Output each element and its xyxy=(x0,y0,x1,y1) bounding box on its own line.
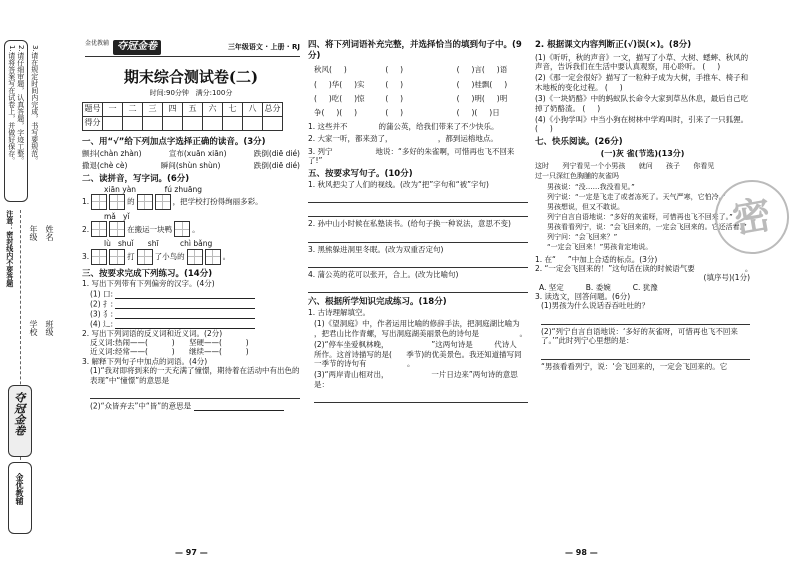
passage-line: 男孩想说，但又不敢说。 xyxy=(547,202,624,211)
q4-cell[interactable]: ( )桂飘( ) xyxy=(456,79,508,89)
q4-cell[interactable]: ( ) xyxy=(385,65,404,75)
option-a[interactable]: A. 坚定 xyxy=(539,282,564,292)
q7-options xyxy=(539,283,750,292)
instruction-1: 1.请将答案写在试卷上，并做好保存。 xyxy=(7,45,16,164)
tianzi-box[interactable] xyxy=(91,249,107,265)
q7-s1: 1. 在“ ”中加上合适的标点。(3分) xyxy=(535,254,658,264)
score-row-label: 得分 xyxy=(83,116,103,130)
side-publisher-text: 金优教辅 xyxy=(15,473,24,505)
exam-score: 满分:100分 xyxy=(195,88,233,97)
q4-title: 四、将下列词语补充完整，并选择恰当的填到句子中。(9分) xyxy=(308,40,522,61)
tianzi-box[interactable] xyxy=(91,194,107,210)
score-header-cell: 一 xyxy=(103,102,123,116)
q6-s1-b[interactable]: (2)“停车坐爱枫林晚， ”这两句诗是 代诗人 所作。这首诗描写的是( 季节)的优美景色。我还知道描写同一季节的诗句有 。 xyxy=(314,340,543,368)
passage-line: 列宁说：“一定是飞走了或者冻死了。天气严寒，它怕冷。” xyxy=(547,192,726,201)
q3-s2-synonyms[interactable]: 近义词:经常——( ) 继续——( ) xyxy=(90,347,249,357)
q5-s1: 1. 秋风把尖了人们的视线。(改为“把”字句和“被”字句) xyxy=(308,179,489,189)
q3-s2: 2. 写出下列词语的反义词和近义词。(2分) xyxy=(82,328,223,338)
q5-s2: 2. 孙中山小时候在私塾读书。(给句子换一种说法，意思不变) xyxy=(308,219,511,229)
q3-s1: 1. 写出下列带有下列偏旁的汉字。(4分) xyxy=(82,279,215,289)
instruction-2: 2.请仔细审题，认真答题，字迹工整。 xyxy=(16,45,25,164)
page-number-right: — 98 — xyxy=(565,548,598,557)
q2-line-1 xyxy=(82,194,300,210)
passage-line: 列宁自言自语地说：“多好的灰雀呀，可惜再也飞不回来了。” xyxy=(547,212,733,221)
q3-s1-item: (3) 犭: xyxy=(90,309,300,319)
q6-s1-a[interactable]: (1)《望洞庭》中，作者运用比喻的修辞手法，把洞庭湖比喻为 ，把君山比作青螺，写出洞庭湖美丽景色的诗句是 。 xyxy=(314,319,565,338)
q5-s3: 3. 黑熊躲进洞里冬眠。(改为双重否定句) xyxy=(308,244,444,254)
score-table-row xyxy=(83,116,283,130)
answer-line[interactable] xyxy=(90,387,300,399)
q4-grid xyxy=(314,65,528,118)
q2-title: 二、读拼音，写字词。(6分) xyxy=(82,173,190,184)
judge-item: (1)《听听，秋的声音》一文，描写了小草、大树、蟋蟀、秋风的声音，告诉我们在生活中要认真观察，用心聆听。 ( ) xyxy=(535,52,749,71)
passage-line: 男孩说：“没……我没看见。” xyxy=(547,182,635,191)
q4-cell[interactable]: ( )华( )实 xyxy=(314,79,365,89)
q7-title: 七、快乐阅读。(26分) xyxy=(535,136,623,147)
q1-item[interactable]: 跌倒(diē dié) xyxy=(253,160,300,170)
q1-row-1 xyxy=(82,149,300,158)
q5-s4: 4. 蒲公英的花可以张开，合上。(改为比喻句) xyxy=(308,270,459,279)
answer-line[interactable] xyxy=(308,256,528,268)
q4-cell[interactable]: ( ) xyxy=(385,108,404,118)
q3-s3-b: (2)“众皆弃去”中“皆”的意思是 xyxy=(90,401,300,411)
score-cell[interactable] xyxy=(103,116,123,130)
q7-s3-b: (2)“列宁自言自语地说：‘多好的灰雀呀，可惜再也飞不回来了。’”此时列宁心里想的是： xyxy=(541,326,738,346)
q7-s3: 3. 读选文，回答问题。(6分) xyxy=(535,292,631,302)
q1-item[interactable]: 跌倒(diē dié) xyxy=(253,149,300,159)
answer-line[interactable] xyxy=(115,309,255,319)
answer-line[interactable] xyxy=(115,319,255,329)
score-cell[interactable] xyxy=(183,116,203,130)
judge-parens[interactable]: ( ) xyxy=(702,62,721,71)
q4-s1: 1. 这些并不 的蒲公英，给我们带来了不少快乐。 xyxy=(308,121,499,131)
score-header-cell: 二 xyxy=(123,102,143,116)
score-header-cell: 七 xyxy=(223,102,243,116)
q1-item[interactable]: 瞬间(shùn shùn) xyxy=(160,160,221,170)
q1-item[interactable]: 宣布(xuān xiān) xyxy=(168,149,227,159)
q4-s2: 2. 大家一听，都来劲了， ，都到运榕地点。 xyxy=(308,134,498,144)
score-table-header xyxy=(83,102,283,116)
q7-s3-c: “男孩看看列宁，说：‘会飞回来的，一定会飞回来的。它 xyxy=(541,361,728,371)
score-header-cell: 总分 xyxy=(263,102,283,116)
q6-2-title: 2. 根据课文内容判断正(√)误(×)。(8分) xyxy=(535,40,692,50)
q4-cell[interactable]: 争( )( ) xyxy=(314,108,358,118)
q7-s2: 2. “一定会飞回来的！”这句话在读的时候语气要 。 xyxy=(535,263,753,273)
field-school: 学校 xyxy=(29,320,38,336)
q1-item[interactable]: 撒退(chè cè) xyxy=(82,160,128,170)
q2-de: 的 xyxy=(127,197,135,207)
field-class: 班级 xyxy=(45,320,54,336)
q4-cell[interactable]: ( ) xyxy=(385,79,404,89)
passage-line: 过一只深红色胸脯的灰雀吗 xyxy=(535,172,619,181)
answer-line[interactable] xyxy=(541,313,750,325)
option-c[interactable]: C. 犹豫 xyxy=(632,282,658,292)
q2-line-3: 3. 打 了小鸟的 。 xyxy=(82,249,300,265)
q2-pinyin-3: lù shuǐ shī chì bǎng xyxy=(104,239,213,249)
score-header-cell: 题号 xyxy=(83,102,103,116)
passage-line: 这时 列宁看见一个小男孩 就问 孩子 你看见 xyxy=(535,162,715,171)
score-header-cell: 六 xyxy=(203,102,223,116)
q3-s3-a: (1)“我对即将到来的一天充满了憧憬，期待着在活动中有出色的表现”中“憧憬”的意思是 xyxy=(90,366,300,385)
side-publisher-logo xyxy=(8,462,32,534)
tianzi-box[interactable] xyxy=(137,249,153,265)
q2-pinyin-1: xiān yàn fú zhuāng xyxy=(104,184,202,194)
binding-sidebar xyxy=(0,0,80,573)
option-b[interactable]: B. 委婉 xyxy=(585,282,611,292)
tianzi-box[interactable] xyxy=(91,221,107,237)
grade-info: 三年级语文 · 上册 · RJ xyxy=(227,43,300,51)
q1-row-2 xyxy=(82,161,300,170)
q2-num: 1. xyxy=(82,197,90,207)
q7-s3-a: (1)男孩为什么说话吞吞吐吐的？ xyxy=(541,301,650,311)
judge-parens[interactable]: ( ) xyxy=(604,82,623,92)
page-number-left: — 97 — xyxy=(175,548,208,557)
passage-line: 男孩看看列宁，说：“会飞回来的，一定会飞回来的。它还活着。” xyxy=(547,223,747,232)
score-cell[interactable] xyxy=(203,116,223,130)
answer-line[interactable] xyxy=(308,205,528,217)
score-cell[interactable] xyxy=(243,116,263,130)
passage-title: (一)灰 雀(节选)(13分) xyxy=(600,149,685,159)
q4-cell[interactable]: ( )吃( )惊 xyxy=(314,94,365,103)
instructions-box xyxy=(4,40,28,202)
q4-cell[interactable]: ( )明( )明 xyxy=(456,94,508,103)
side-brand-text: 夺冠金卷 xyxy=(12,392,26,436)
tianzi-box[interactable] xyxy=(155,194,171,210)
left-column xyxy=(82,60,300,411)
q2-text: ，把学校打扮得绚丽多彩。 xyxy=(172,197,263,207)
judge-parens[interactable]: ( ) xyxy=(582,103,601,113)
tianzi-box[interactable] xyxy=(109,221,125,237)
score-cell[interactable] xyxy=(143,116,163,130)
side-brand-logo xyxy=(8,385,32,457)
score-cell[interactable] xyxy=(163,116,183,130)
instruction-3: 3.请在规定时间内完成，书写要规范。 xyxy=(30,45,39,164)
q3-s1-item: (2) 扌: xyxy=(90,299,300,309)
q6-s1-c[interactable]: (3)“两岸青山相对出， 一片日边来”两句诗的意思是： xyxy=(314,370,518,389)
exam-time: 时间:90分钟 xyxy=(149,88,189,97)
q4-cell[interactable]: ( ) xyxy=(385,94,404,103)
publisher-logo: 金优教辅 xyxy=(85,40,110,47)
q2-pinyin-2: mǎ yǐ xyxy=(104,211,130,221)
passage-line: “一定会飞回来！”男孩肯定地说。 xyxy=(547,243,653,252)
q3-s1-item: (1) 口: xyxy=(90,289,300,299)
q1-title: 一、用“√”给下列加点字选择正确的读音。(3分) xyxy=(82,136,266,147)
score-header-cell: 三 xyxy=(143,102,163,116)
q3-s1-item: (4) 辶: xyxy=(90,319,300,329)
answer-line[interactable] xyxy=(115,289,255,299)
tianzi-box[interactable] xyxy=(187,249,203,265)
score-header-cell: 四 xyxy=(163,102,183,116)
judge-item: (4)《小狗学叫》中当小狗在树林中学鸡叫时，引来了一只狐狸。 ( ) xyxy=(535,114,749,134)
score-cell[interactable] xyxy=(123,116,143,130)
tianzi-box[interactable] xyxy=(174,221,190,237)
answer-line[interactable] xyxy=(194,401,284,411)
brand-logo: 夺冠金卷 xyxy=(113,40,161,55)
binding-notice: 注意：密封线内不要答题 xyxy=(5,210,14,287)
page-header xyxy=(85,40,300,57)
answer-line[interactable] xyxy=(115,299,255,309)
answer-line[interactable] xyxy=(308,231,528,243)
q3-s3: 3. 解释下列句子中加点的词语。(4分) xyxy=(82,356,208,366)
judge-item: (2)《那一定会很好》描写了一粒种子成为大树，手推车、椅子和木地板的变化过程。 ( ) xyxy=(535,73,749,92)
answer-line[interactable] xyxy=(308,191,528,203)
tianzi-box[interactable] xyxy=(205,249,221,265)
q6-s1: 1. 古诗理解填空。 xyxy=(308,308,371,317)
q3-title: 三、按要求完成下列练习。(14分) xyxy=(82,268,213,279)
answer-line[interactable] xyxy=(314,391,528,403)
q5-title: 五、按要求写句子。(10分) xyxy=(308,169,413,180)
judge-parens[interactable]: ( ) xyxy=(535,124,553,134)
answer-line[interactable] xyxy=(541,348,750,360)
q4-cell[interactable]: 秋风( ) xyxy=(314,65,347,75)
score-table xyxy=(82,102,283,131)
score-header-cell: 八 xyxy=(243,102,263,116)
q3-s2-antonyms[interactable]: 反义词:热闹——( ) 坚硬——( ) xyxy=(90,338,249,347)
confidential-stamp: 密 xyxy=(709,174,795,260)
exam-title: 期末综合测试卷(二) xyxy=(123,68,259,86)
q2-line-2: 2. 在搬运一块鸭 。 xyxy=(82,221,300,237)
tianzi-box[interactable] xyxy=(137,194,153,210)
q6-title: 六、根据所学知识完成练习。(18分) xyxy=(308,297,447,308)
field-grade: 年级 xyxy=(29,225,38,241)
q7-s2-hint: (填序号)(1分) xyxy=(703,273,750,283)
field-name: 姓名 xyxy=(45,225,54,241)
q4-cell[interactable]: ( )( )日 xyxy=(456,108,500,118)
score-header-cell: 五 xyxy=(183,102,203,116)
tianzi-box[interactable] xyxy=(109,249,125,265)
score-cell[interactable] xyxy=(223,116,243,130)
tianzi-box[interactable] xyxy=(109,194,125,210)
judge-item: (3)《一块奶酪》中的蚂蚁队长命令大家到草丛休息，最后自己吃掉了奶酪渣。 ( ) xyxy=(535,94,749,113)
answer-line[interactable] xyxy=(308,281,528,293)
q1-item[interactable]: 颤抖(chàn zhàn) xyxy=(82,149,142,159)
q4-s3: 3. 列宁 地说：“多好的朱雀啊，可惜再也飞不回来了!” xyxy=(308,146,515,165)
passage-line: 列宁问：“会飞回来？” xyxy=(547,233,618,242)
score-cell[interactable] xyxy=(263,116,283,130)
exam-meta xyxy=(82,89,300,98)
q4-cell[interactable]: ( )言( )语 xyxy=(456,65,508,75)
